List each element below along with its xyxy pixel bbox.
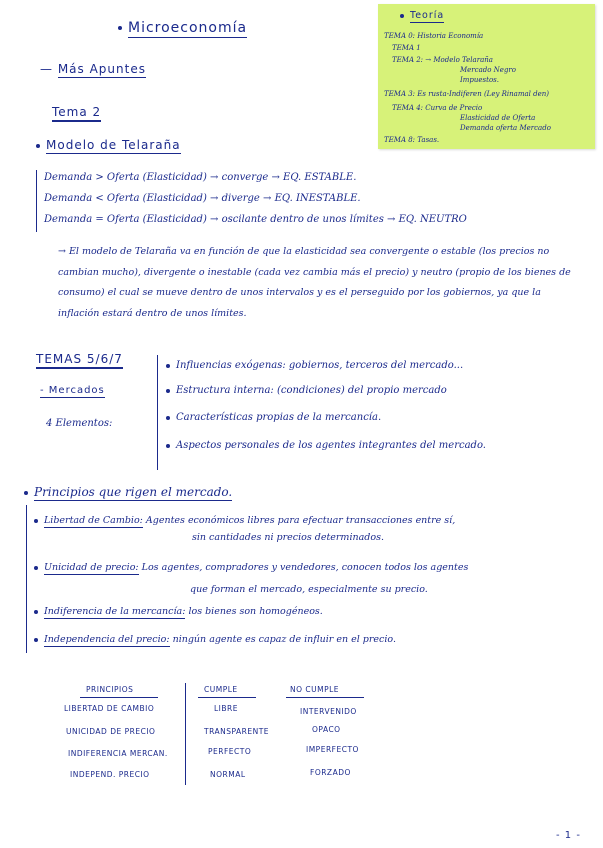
table-cell: OPACO [312, 725, 341, 734]
note-line: TEMA 2: → Modelo Telaraña [392, 56, 493, 64]
rules-bracket [36, 170, 37, 232]
note-line: TEMA 8: Tasas. [384, 136, 440, 144]
subtitle: — Más Apuntes [40, 62, 146, 76]
bullet-icon [400, 14, 404, 18]
rule-neutro: Demanda = Oferta (Elasticidad) → oscilante dentro de unos límites → EQ. NEUTRO [44, 214, 467, 225]
table-cell: UNICIDAD DE PRECIO [66, 727, 156, 736]
table-cell: INDIFERENCIA MERCAN. [68, 749, 168, 758]
table-cell: LIBRE [214, 704, 238, 713]
table-header-underline [198, 697, 256, 698]
note-line: Impuestos. [460, 76, 499, 84]
table-header-underline [286, 697, 364, 698]
bullet-icon [34, 519, 38, 523]
page-number: - 1 - [556, 830, 581, 841]
note-line: Demanda oferta Mercado [460, 124, 551, 132]
mercados-label: - Mercados [40, 385, 105, 396]
note-line: Elasticidad de Oferta [460, 114, 536, 122]
principio-unicidad: Unicidad de precio: Los agentes, compradores y vendedores, conocen todos los agentes [34, 562, 468, 573]
bullet-icon [36, 144, 40, 148]
bullet-icon [24, 491, 28, 495]
principio-unicidad-cont: que forman el mercado, especialmente su precio. [190, 584, 428, 595]
note-line: TEMA 3: Es rusta-Indiferen (Ley Rinamal den) [384, 90, 549, 98]
telarana-paragraph: → El modelo de Telaraña va en función de que la elasticidad sea convergente o estable (los precios no cambian mucho), divergente o inestable (cada vez cambia más el precio) y neutro (propio de los bienes de consumo) el cual se mueve dentro de unos intervalos y es el perseguido por los gobiernos, ya que la inflación estará dentro de unos límites. [58, 246, 571, 319]
note-line: TEMA 4: Curva de Precio [392, 104, 483, 112]
table-header-principios: PRINCIPIOS [86, 685, 134, 694]
principios-heading: Principios que rigen el mercado. [24, 485, 232, 499]
principios-bracket [26, 505, 27, 653]
table-cell: TRANSPARENTE [204, 727, 270, 736]
bullet-icon [166, 364, 170, 368]
mercado-item: Influencias exógenas: gobiernos, terceros del mercado... [166, 360, 463, 371]
bullet-icon [34, 566, 38, 570]
temas-label: TEMAS 5/6/7 [36, 352, 123, 366]
rule-diverge: Demanda < Oferta (Elasticidad) → diverge → EQ. INESTABLE. [44, 193, 361, 204]
bullet-icon [166, 389, 170, 393]
elementos-label: 4 Elementos: [46, 418, 113, 429]
page-title: Microeconomía [118, 20, 247, 36]
mercado-item: Características propias de la mercancía. [166, 412, 381, 423]
teoria-heading: Teoría [400, 10, 444, 21]
note-line: Mercado Negro [460, 66, 516, 74]
table-cell: NORMAL [210, 770, 246, 779]
bullet-icon [34, 610, 38, 614]
table-header-cumple: CUMPLE [204, 685, 238, 694]
bullet-icon [166, 416, 170, 420]
note-line: TEMA 0: Historia Economía [384, 32, 484, 40]
mercado-item: Estructura interna: (condiciones) del propio mercado [166, 385, 447, 396]
telarana-heading: Modelo de Telaraña [36, 138, 181, 152]
principio-libertad: Libertad de Cambio: Agentes económicos libres para efectuar transacciones entre sí, [34, 515, 455, 526]
table-header-no-cumple: NO CUMPLE [290, 685, 340, 694]
bullet-icon [118, 26, 122, 30]
teoria-note [378, 4, 595, 149]
bullet-icon [34, 638, 38, 642]
note-line: TEMA 1 [392, 44, 421, 52]
table-cell: FORZADO [310, 768, 351, 777]
mercado-item: Aspectos personales de los agentes integrantes del mercado. [166, 440, 486, 451]
principio-indiferencia: Indiferencia de la mercancía: los bienes son homogéneos. [34, 606, 323, 617]
mercados-bracket [157, 355, 158, 470]
table-cell: PERFECTO [208, 747, 252, 756]
table-cell: LIBERTAD DE CAMBIO [64, 704, 155, 713]
rule-converge: Demanda > Oferta (Elasticidad) → converge → EQ. ESTABLE. [44, 172, 357, 183]
principio-independencia: Independencia del precio: ningún agente es capaz de influir en el precio. [34, 634, 396, 645]
table-divider [185, 683, 186, 785]
principio-libertad-cont: sin cantidades ni precios determinados. [192, 532, 384, 543]
table-cell: INTERVENIDO [300, 707, 357, 716]
table-cell: INDEPEND. PRECIO [70, 770, 150, 779]
table-header-underline [80, 697, 158, 698]
tema-label: Tema 2 [52, 105, 101, 119]
table-cell: IMPERFECTO [306, 745, 359, 754]
bullet-icon [166, 444, 170, 448]
